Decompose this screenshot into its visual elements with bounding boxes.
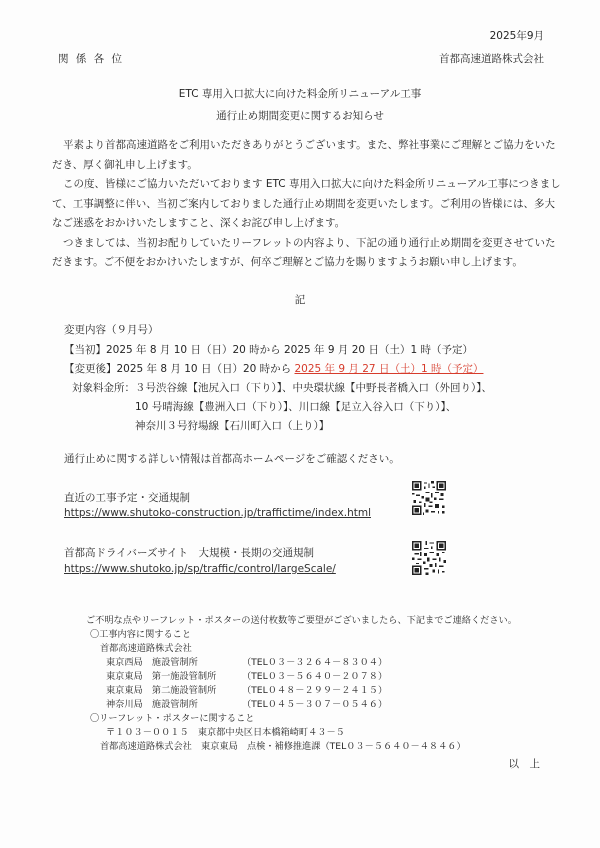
drivers-site-link[interactable]: https://www.shutoko.jp/sp/traffic/control/largeScale/	[64, 563, 336, 575]
original-period: 【当初】2025 年 8 月 10 日（日）20 時から 2025 年 9 月 20 日（土）1 時（予定）	[64, 344, 473, 356]
construction-contact-heading: 〇工事内容に関すること	[90, 629, 192, 640]
body-line: だき、厚く御礼申し上げます。	[52, 158, 198, 171]
changed-period	[64, 361, 483, 376]
office-name: 東京東局 第二施設管制所	[106, 685, 217, 696]
office-tel: （TEL０４５－３０７－０５４６）	[242, 699, 388, 710]
info-note: 通行止めに関する詳しい情報は首都高ホームページをご確認ください。	[64, 453, 400, 465]
construction-schedule-link[interactable]: https://www.shutoko-construction.jp/traffictime/index.html	[64, 507, 371, 519]
title-line-2: 通行止め期間変更に関するお知らせ	[216, 110, 384, 122]
changed-period-new-date: 2025 年 9 月 27 日（土）1 時（予定）	[294, 363, 484, 375]
address: 〒１０３－００１５ 東京都中央区日本橋箱崎町４３－５	[106, 727, 345, 738]
office-name: 神奈川局 施設管制所	[106, 699, 198, 710]
contact-intro: ご不明な点やリーフレット・ポスターの送付枚数等ご要望がございましたら、下記までご連絡ください。	[86, 615, 517, 626]
body-line: つきましては、当初お配りしていたリーフレットの内容より、下記の通り通行止め期間を変更させていた	[63, 236, 556, 249]
title-line-1: ETC 専用入口拡大に向けた料金所リニューアル工事	[178, 88, 422, 100]
body-line: この度、皆様にご協力いただいております ETC 専用入口拡大に向けた料金所リニューアル工事につきまし	[63, 178, 561, 190]
company-name: 首都高速道路株式会社	[100, 643, 192, 654]
changed-period-prefix: 【変更後】2025 年 8 月 10 日（日）20 時から	[64, 363, 295, 375]
document-date: 2025年9月	[489, 30, 544, 42]
link-label: 直近の工事予定・交通規制	[64, 492, 190, 504]
body-line: なご迷惑をおかけいたしますこと、深くお詫び申し上げます。	[52, 217, 346, 229]
leaflet-contact-heading: 〇リーフレット・ポスターに関すること	[90, 713, 255, 724]
office-tel: （TEL０３－５６４０－２０７８）	[242, 671, 388, 682]
link-label: 首都高ドライバーズサイト 大規模・長期の交通規制	[64, 547, 315, 559]
office-tel: （TEL０３－３２６４－８３０４）	[242, 657, 388, 668]
body-line: 平素より首都高速道路をご利用いただきありがとうございます。また、弊社事業にご理解とご協力をいた	[63, 139, 556, 151]
office-name: 東京西局 施設管制所	[106, 657, 198, 668]
office-name: 東京東局 第一施設管制所	[106, 671, 217, 682]
body-line: て、工事調整に伴い、当初ご案内しておりました通行止め期間を変更いたします。ご利用の皆様には、多大	[52, 197, 555, 210]
leaflet-contact: 首都高速道路株式会社 東京東局 点検・補修推進課（TEL０３－５６４０－４８４６）	[100, 741, 466, 752]
tollgate-line: 対象料金所：３号渋谷線【池尻入口（下り）】、中央環状線【中野長者橋入口（外回り）】、	[72, 382, 492, 394]
qr-code-icon	[412, 481, 446, 515]
closing-mark: 以 上	[508, 758, 540, 770]
qr-code-icon	[412, 541, 446, 575]
tollgate-line: 10 号晴海線【豊洲入口（下り）】、川口線【足立入谷入口（下り）】、	[135, 401, 457, 413]
change-heading: 変更内容（９月号）	[64, 324, 159, 336]
recipient: 関 係 各 位	[58, 53, 125, 65]
office-tel: （TEL０４８－２９９－２４１５）	[242, 685, 388, 696]
tollgate-line: 神奈川３号狩場線【石川町入口（上り）】	[135, 420, 330, 432]
body-text	[52, 136, 561, 273]
issuer: 首都高速道路株式会社	[439, 53, 544, 65]
body-line: だきます。ご不便をおかけいたしますが、何卒ご理解とご協力を賜りますようお願い申し上げます。	[52, 256, 523, 268]
ki-marker: 記	[294, 294, 306, 306]
